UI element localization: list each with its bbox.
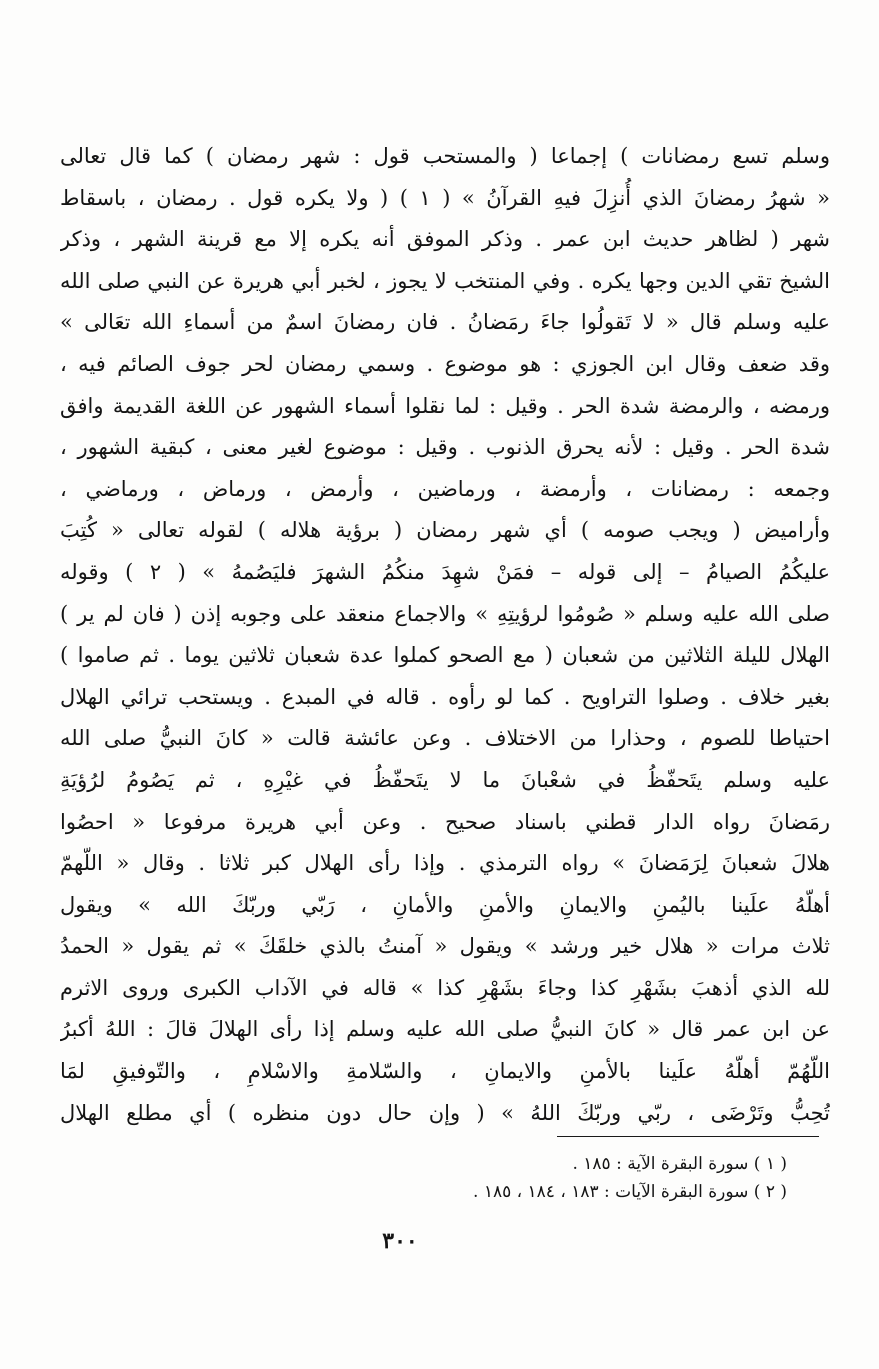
footnote: ( ١ ) سورة البقرة الآية : ١٨٥ .	[572, 1154, 787, 1174]
text-line: وسلم تسع رمضانات ) إجماعا ( والمستحب قول : شهر رمضان ) كما قال تعالى	[60, 144, 830, 168]
text-line: تُحِبُّ وتَرْضَى ، ربّي وربّكَ اللهُ » ( وإن حال دون منظره ) أي مطلع الهلال	[60, 1100, 830, 1125]
text-line: عن ابن عمر قال « كانَ النبيُّ صلى الله عليه وسلم إذا رأى الهلالَ قالَ : اللهُ أكبرُ	[60, 1017, 830, 1042]
body-text	[60, 136, 830, 1134]
text-line: أهلّهُ علَينا باليُمنِ والايمانِ والأمنِ والأمانِ ، رَبّي وربّكَ الله » ويقول	[60, 892, 830, 917]
text-line: الهلال لليلة الثلاثين من شعبان ( مع الصحو كملوا عدة شعبان ثلاثين يوما . ثم صاموا )	[60, 643, 830, 668]
text-line: وقد ضعف وقال ابن الجوزي : هو موضوع . وسمي رمضان لحر جوف الصائم فيه ،	[60, 351, 830, 376]
text-line: هلالَ شعبانَ لِرَمَضانَ » رواه الترمذي . وإذا رأى الهلال كبر ثلاثا . وقال « اللّهمّ	[60, 851, 830, 876]
text-line: ثلاث مرات « هلال خير ورشد » ويقول « آمنتُ بالذي خلقَكَ » ثم يقول « الحمدُ	[60, 934, 830, 959]
footnote-separator	[557, 1136, 819, 1137]
text-line: ورمضه ، والرمضة شدة الحر . وقيل : لما نقلوا أسماء الشهور عن اللغة القديمة وافق	[60, 393, 830, 418]
footnotes	[187, 1150, 787, 1206]
text-line: شهر ( لظاهر حديث ابن عمر . وذكر الموفق أنه يكره إلا مع قرينة الشهر ، وذكر	[60, 227, 830, 252]
text-line: عليه وسلم يتَحفّظُ في شعْبانَ ما لا يتَحفّظُ في غيْرِهِ ، ثم يَصُومُ لرُؤيَةِ	[60, 767, 830, 792]
text-line: اللّهُمّ أهلّهُ علَينا بالأمنِ والايمانِ ، والسّلامةِ والاسْلامِ ، والتّوفيقِ لمَا	[60, 1059, 830, 1084]
text-line: عليكُمُ الصيامُ – إلى قوله – فمَنْ شهِدَ منكُمُ الشهرَ فليَصُمهُ » ( ٢ ) وقوله	[60, 559, 830, 584]
text-line: رمَضانَ رواه الدار قطني باسناد صحيح . وعن أبي هريرة مرفوعا « احصُوا	[60, 809, 830, 834]
page-number: ٣٠٠	[382, 1228, 418, 1254]
text-line: احتياطا للصوم ، وحذارا من الاختلاف . وعن عائشة قالت « كانَ النبيُّ صلى الله	[60, 726, 830, 751]
text-line: الشيخ تقي الدين وجها يكره . وفي المنتخب لا يجوز ، لخبر أبي هريرة عن النبي صلى الله	[60, 268, 830, 293]
text-line: وجمعه : رمضانات ، وأرمضة ، ورماضين ، وأرمض ، ورماض ، ورماضي ،	[60, 476, 830, 501]
text-line: عليه وسلم قال « لا تَقولُوا جاءَ رمَضانُ . فان رمضانَ اسمٌ من أسماءِ الله تعَالى »	[60, 310, 830, 335]
footnote: ( ٢ ) سورة البقرة الآيات : ١٨٣ ، ١٨٤ ، ١٨٥ .	[473, 1182, 787, 1202]
text-line: وأراميض ( ويجب صومه ) أي شهر رمضان ( برؤية هلاله ) لقوله تعالى « كُتِبَ	[60, 518, 830, 543]
text-line: « شهرُ رمضانَ الذي أُنزِلَ فيهِ القرآنُ » ( ١ ) ( ولا يكره قول . رمضان ، باسقاط	[60, 185, 830, 210]
text-line: بغير خلاف . وصلوا التراويح . كما لو رأوه . قاله في المبدع . ويستحب ترائي الهلال	[60, 684, 830, 709]
text-line: صلى الله عليه وسلم « صُومُوا لرؤيتِهِ » والاجماع منعقد على وجوبه إذن ( فان لم ير )	[60, 601, 830, 626]
text-line: لله الذي أذهبَ بشَهْرِ كذا وجاءَ بشَهْرِ كذا » قاله في الآداب الكبرى وروى الاثرم	[60, 975, 830, 1000]
text-line: شدة الحر . وقيل : لأنه يحرق الذنوب . وقيل : موضوع لغير معنى ، كبقية الشهور ،	[60, 435, 830, 460]
